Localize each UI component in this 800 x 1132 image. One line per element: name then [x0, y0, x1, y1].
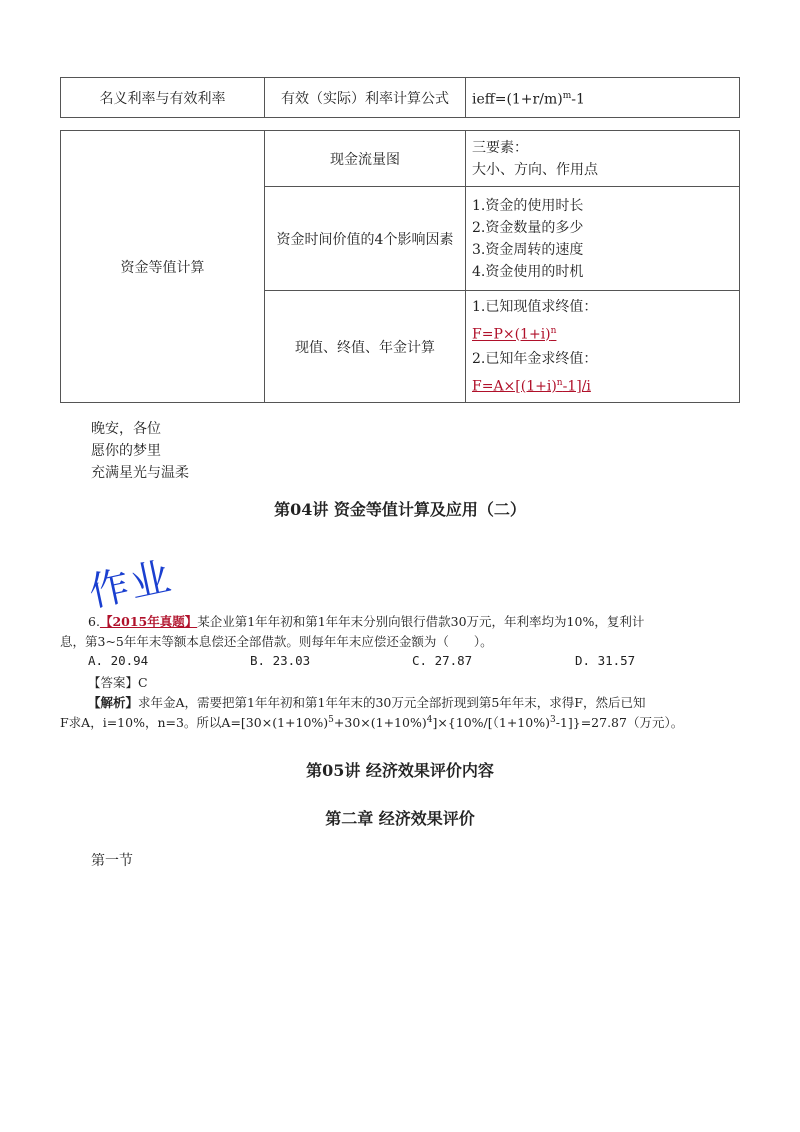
rate-topic-cell	[61, 78, 265, 118]
analysis-d: -1]}=27.87（万元）。	[555, 715, 684, 730]
cashflow-line: 三要素：	[472, 139, 528, 156]
rate-formula-sup: m	[562, 90, 572, 101]
analysis-b: +30×(1+10%)	[333, 715, 427, 730]
greeting-block	[91, 418, 189, 484]
rate-formula-name-text: 有效（实际）利率计算公式	[281, 90, 449, 107]
rate-topic-text: 名义利率与有效利率	[99, 90, 226, 107]
cashflow-line: 大小、方向、作用点	[472, 161, 598, 178]
factor-line: 1.资金的使用时长	[472, 197, 584, 214]
question-number: 6.	[88, 614, 100, 629]
equivalence-topic-text: 资金等值计算	[120, 259, 205, 276]
lecture-04-heading: 第04讲 资金等值计算及应用（二）	[274, 500, 526, 519]
answer-value: C	[138, 675, 148, 690]
factors-label-cell	[265, 187, 466, 291]
factors-content-cell	[466, 187, 740, 291]
fv-formula-base: F=P×(1+i)	[472, 326, 551, 343]
option-b: B. 23.03	[250, 653, 311, 668]
analysis-a: F求A，i=10%，n=3。所以A=[30×(1+10%)	[60, 715, 329, 730]
calc-line-2: 2.已知年金求终值：	[472, 350, 598, 367]
chapter-2-heading: 第二章 经济效果评价	[325, 809, 475, 828]
future-value-formula-link[interactable]	[472, 319, 739, 347]
ann-formula-tail: -1]/i	[562, 378, 591, 395]
analysis-sup-2: 4	[426, 714, 433, 725]
question-line-2: 息，第3~5年年末等额本息偿还全部借款。则每年年末应偿还金额为（ ）。	[60, 634, 493, 649]
calc-label: 现值、终值、年金计算	[295, 339, 435, 356]
ann-formula-base: F=A×[(1+i)	[472, 378, 557, 395]
analysis-c: ]×{10%/[（1+10%)	[432, 715, 550, 730]
answer-line	[88, 673, 148, 691]
interest-rate-table	[60, 77, 740, 118]
equivalence-table	[60, 130, 740, 403]
factor-line: 2.资金数量的多少	[472, 219, 584, 236]
cashflow-content-cell	[466, 131, 740, 187]
greeting-line: 充满星光与温柔	[91, 465, 189, 481]
option-a: A. 20.94	[88, 653, 149, 668]
calc-line-1: 1.已知现值求终值：	[472, 298, 598, 315]
ann-formula-sup: n	[556, 377, 563, 388]
lecture-05-heading: 第05讲 经济效果评价内容	[306, 761, 494, 780]
annuity-formula-link[interactable]	[472, 371, 739, 399]
cashflow-label-cell	[265, 131, 466, 187]
fv-formula-sup: n	[550, 325, 557, 336]
question-line-1	[88, 612, 748, 632]
rate-formula-base: ieff=(1+r/m)	[472, 91, 563, 108]
factor-line: 4.资金使用的时机	[472, 263, 584, 280]
analysis-text-1: 求年金A，需要把第1年年初和第1年年末的30万元全部折现到第5年年末，求得F，然后已知	[138, 695, 646, 710]
equivalence-topic-cell	[61, 131, 265, 403]
homework-handwriting: 作业	[84, 553, 177, 617]
option-c: C. 27.87	[412, 653, 473, 668]
rate-formula-cell	[466, 78, 740, 118]
cashflow-label: 现金流量图	[330, 151, 400, 168]
analysis-line-1	[88, 693, 748, 711]
analysis-line-2	[60, 713, 760, 731]
rate-formula-tail: -1	[571, 91, 585, 108]
calc-content-cell	[466, 291, 740, 403]
analysis-sup-3: 3	[549, 714, 556, 725]
rate-formula-name-cell	[265, 78, 466, 118]
calc-label-cell	[265, 291, 466, 403]
option-d: D. 31.57	[575, 653, 636, 668]
question-block	[88, 612, 748, 632]
factors-label: 资金时间价值的4个影响因素	[276, 231, 454, 248]
greeting-line: 愿你的梦里	[91, 443, 161, 459]
question-text-1: 某企业第1年年初和第1年年末分别向银行借款30万元，年利率均为10%，复利计	[197, 614, 645, 629]
analysis-label: 【解析】	[88, 695, 139, 710]
factor-line: 3.资金周转的速度	[472, 241, 584, 258]
answer-label: 【答案】	[88, 675, 139, 690]
section-heading: 第一节	[91, 853, 133, 869]
question-tag-link[interactable]: 【2015年真题】	[99, 614, 198, 629]
greeting-line: 晚安，各位	[91, 421, 161, 437]
analysis-sup-1: 5	[328, 714, 334, 725]
